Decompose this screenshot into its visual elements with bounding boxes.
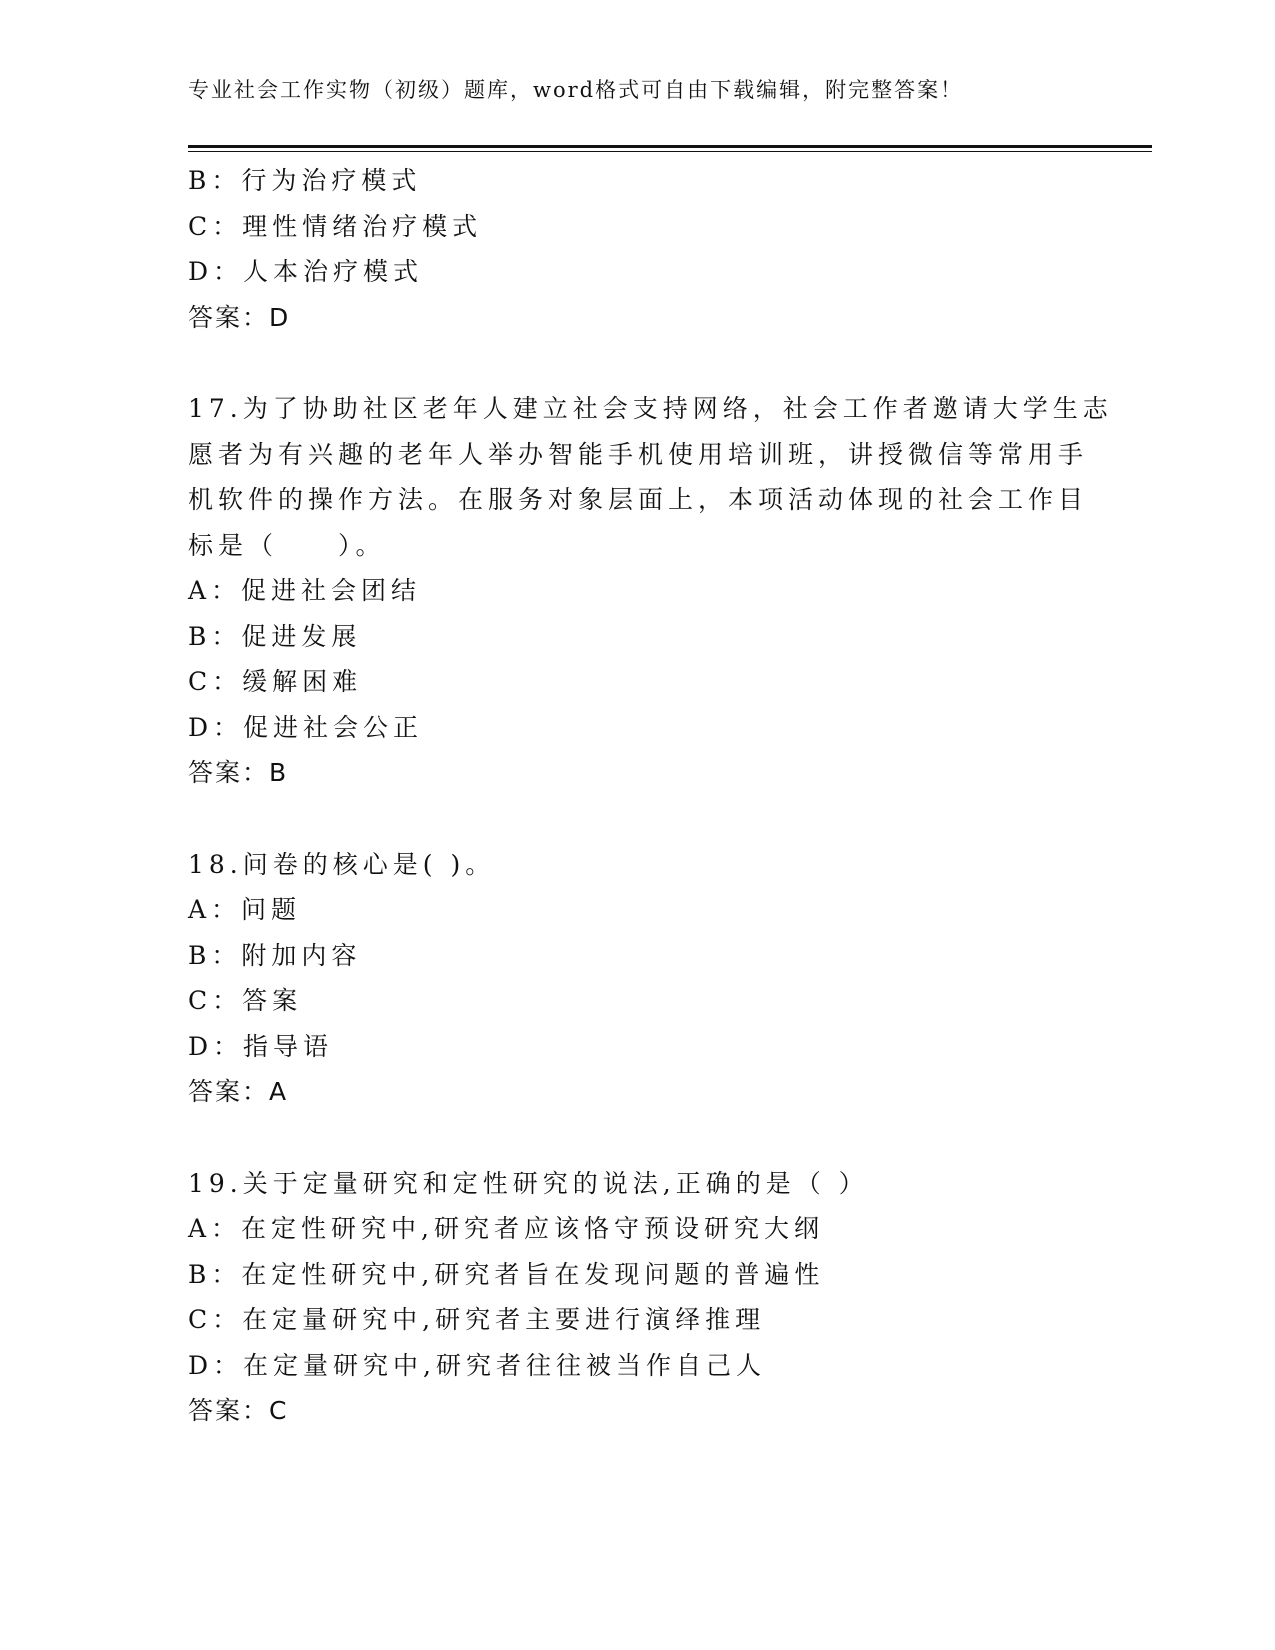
option-a: A：问题 — [188, 895, 302, 924]
header-rule-thin — [188, 151, 1152, 152]
question-block-17 — [188, 386, 1113, 796]
option-b: B：行为治疗模式 — [188, 166, 422, 195]
option-c: C：缓解困难 — [188, 667, 363, 696]
header-rule-thick — [188, 145, 1152, 148]
answer-line: 答案：A — [188, 1077, 289, 1106]
question-stem: 18.问卷的核心是( )。 — [188, 849, 496, 879]
option-c: C：答案 — [188, 986, 303, 1015]
option-c: C：在定量研究中,研究者主要进行演绎推理 — [188, 1305, 766, 1334]
option-a: A：促进社会团结 — [188, 576, 422, 605]
option-d: D：人本治疗模式 — [188, 257, 424, 286]
question-spacer — [188, 340, 1088, 386]
question-stem-line: 标是（ ）。 — [188, 530, 386, 560]
question-spacer — [188, 1115, 1088, 1161]
answer-line: 答案：B — [188, 758, 289, 787]
question-list — [188, 158, 1113, 1434]
page-header: 专业社会工作实物（初级）题库，word格式可自由下载编辑，附完整答案！ — [188, 78, 964, 102]
question-block-16 — [188, 158, 1088, 340]
question-block-19 — [188, 1161, 1088, 1434]
option-b: B：在定性研究中,研究者旨在发现问题的普遍性 — [188, 1259, 825, 1289]
option-b: B：附加内容 — [188, 940, 362, 970]
answer-line: 答案：C — [188, 1396, 289, 1425]
answer-line: 答案：D — [188, 302, 291, 332]
question-stem-line: 17.为了协助社区老年人建立社会支持网络，社会工作者邀请大学生志 — [188, 394, 1113, 423]
option-d: D：在定量研究中,研究者往往被当作自己人 — [188, 1350, 766, 1380]
question-stem: 19.关于定量研究和定性研究的说法,正确的是（ ） — [188, 1168, 869, 1198]
question-spacer — [188, 796, 1088, 842]
question-stem-line: 机软件的操作方法。在服务对象层面上，本项活动体现的社会工作目 — [188, 485, 1089, 514]
option-d: D：促进社会公正 — [188, 712, 424, 742]
option-d: D：指导语 — [188, 1031, 334, 1061]
question-block-18 — [188, 842, 1088, 1115]
option-b: B：促进发展 — [188, 621, 362, 651]
question-stem-line: 愿者为有兴趣的老年人举办智能手机使用培训班，讲授微信等常用手 — [188, 439, 1089, 469]
option-c: C：理性情绪治疗模式 — [188, 211, 483, 241]
option-a: A：在定性研究中,研究者应该恪守预设研究大纲 — [188, 1214, 825, 1243]
